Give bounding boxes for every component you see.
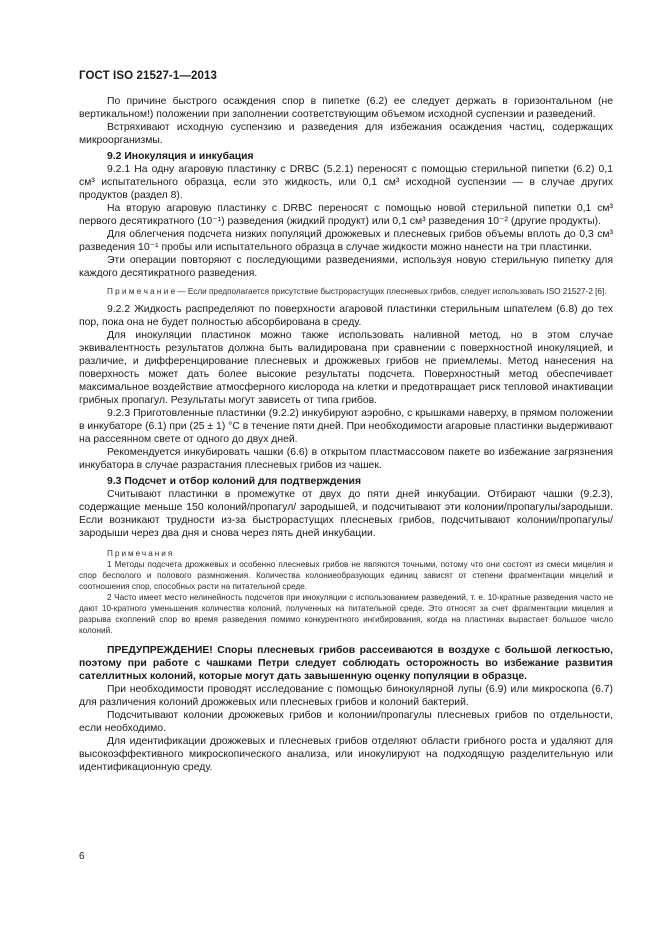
paragraph: Считывают пластинки в промежутке от двух до пяти дней инкубации. Отбирают чашки (9.2.3), содержащие меньше 150 колоний/пропагул/ зародышей, и подсчитывают эти колонии/пропагулы/зародыши. Если возникают трудности из-за быстрорастущих плесневых грибов, подсчитывают колонии/пропагулы/зародыши через два дня и снова через пять дней инкубации. <box>79 489 613 539</box>
paragraph: Для облегчения подсчета низких популяций дрожжевых и плесневых грибов объемы вплоть до 0,3 см³ разведения 10⁻¹ пробы или испытательного образца в случае жидкости можно нанести на три пластинки. <box>79 229 613 253</box>
note: П р и м е ч а н и е — Если предполагается присутствие быстрорастущих плесневых грибов, следует использовать ISO 21527-2 [6]. <box>107 287 607 296</box>
note: 1 Методы подсчета дрожжевых и особенно плесневых грибов не являются точными, потому что они состоят из смеси мицелия и спор бесполого и полового размножения. Количества колониеобразующих единиц зависят от степени фрагментации мицелий и соотношения спор, способных расти на питательной среде. <box>79 560 613 591</box>
document-header: ГОСТ ISO 21527-1—2013 <box>79 70 217 82</box>
section-heading-9-2: 9.2 Инокуляция и инкубация <box>107 151 254 162</box>
paragraph-9-2-2: 9.2.2 Жидкость распределяют по поверхности агаровой пластинки стерильным шпателем (6.8) до тех пор, пока она не будет полностью абсорбирована в среду. <box>79 304 613 328</box>
paragraph: При необходимости проводят исследование с помощью бинокулярной лупы (6.9) или микроскопа (6.7) для различения колоний дрожжевых или плесневых грибов и колоний бактерий. <box>79 684 613 708</box>
paragraph: Подсчитывают колонии дрожжевых грибов и колонии/пропагулы плесневых грибов по отдельности, если необходимо. <box>79 710 613 734</box>
paragraph: Рекомендуется инкубировать чашки (6.6) в открытом пластмассовом пакете во избежание загрязнения инкубатора в случае разрастания плесневых грибов из чашек. <box>79 447 613 471</box>
notes-heading: Примечания <box>107 549 175 558</box>
paragraph: Для инокуляции пластинок можно также использовать наливной метод, но в этом случае эквивалентность результатов должна быть валидирована при сравнении с поверхностной инокуляцией, и различие, и дифференцирование плесневых и дрожжевых грибов не приемлемы. Метод нанесения на поверхность может дать более высокие результаты подсчета. Поверхностный метод обеспечивает максимальное воздействие атмосферного кислорода на клетки и предотвращает риск тепловой инактивации грибных пропагул. Результаты могут зависеть от типа грибов. <box>79 330 613 406</box>
paragraph: Для идентификации дрожжевых и плесневых грибов отделяют области грибного роста и удаляют для высокоэффективного микроскопического анализа, или инокулируют на подходящую разделительную или идентификационную среду. <box>79 736 613 773</box>
note: 2 Часто имеет место нелинейность подсчетов при инокуляции с использованием разведений, т. е. 10-кратные разведения часто не дают 10-кратного уменьшения количества колоний, полученных на питательной среде. Это относят за счет фрагментации мицелия и разрыва скоплений спор во время разведения помимо конкурентного ингибирования, когда на пластинах вырастает большое число колоний. <box>79 593 613 635</box>
paragraph-9-2-1: 9.2.1 На одну агаровую пластинку с DRBC (5.2.1) переносят с помощью стерильной пипетки (6.2) 0,1 см³ испытательного образца, если это жидкость, или 0,1 см³ исходной суспензии — в случае других продуктов (раздел 8). <box>79 164 613 201</box>
page-number: 6 <box>79 851 85 862</box>
document-body <box>79 95 613 774</box>
warning: ПРЕДУПРЕЖДЕНИЕ! Споры плесневых грибов рассеиваются в воздухе с большой легкостью, поэтому при работе с чашками Петри следует соблюдать осторожность во избежание развития сателлитных колоний, которые могут дать завышенную оценку популяции в образце. <box>79 645 613 682</box>
paragraph-9-2-3: 9.2.3 Приготовленные пластинки (9.2.2) инкубируют аэробно, с крышками наверху, в прямом положении в инкубаторе (6.1) при (25 ± 1) °С в течение пяти дней. При необходимости агаровые пластинки выдерживают на рассеянном свете от одного до двух дней. <box>79 408 613 445</box>
paragraph: На вторую агаровую пластинку с DRBC переносят с помощью новой стерильной пипетки 0,1 см³ первого десятикратного (10⁻¹) разведения (жидкий продукт) или 0,1 см³ разведения 10⁻² (другие продукты). <box>79 203 613 227</box>
paragraph: Встряхивают исходную суспензию и разведения для избежания осаждения частиц, содержащих микроорганизмы. <box>79 122 613 146</box>
paragraph: По причине быстрого осаждения спор в пипетке (6.2) ее следует держать в горизонтальном (не вертикальном!) положении при заполнении соответствующим объемом исходной суспензии и разведений. <box>79 96 613 120</box>
paragraph: Эти операции повторяют с последующими разведениями, используя новую стерильную пипетку для каждого десятикратного разведения. <box>79 255 613 279</box>
section-heading-9-3: 9.3 Подсчет и отбор колоний для подтверждения <box>107 476 362 487</box>
